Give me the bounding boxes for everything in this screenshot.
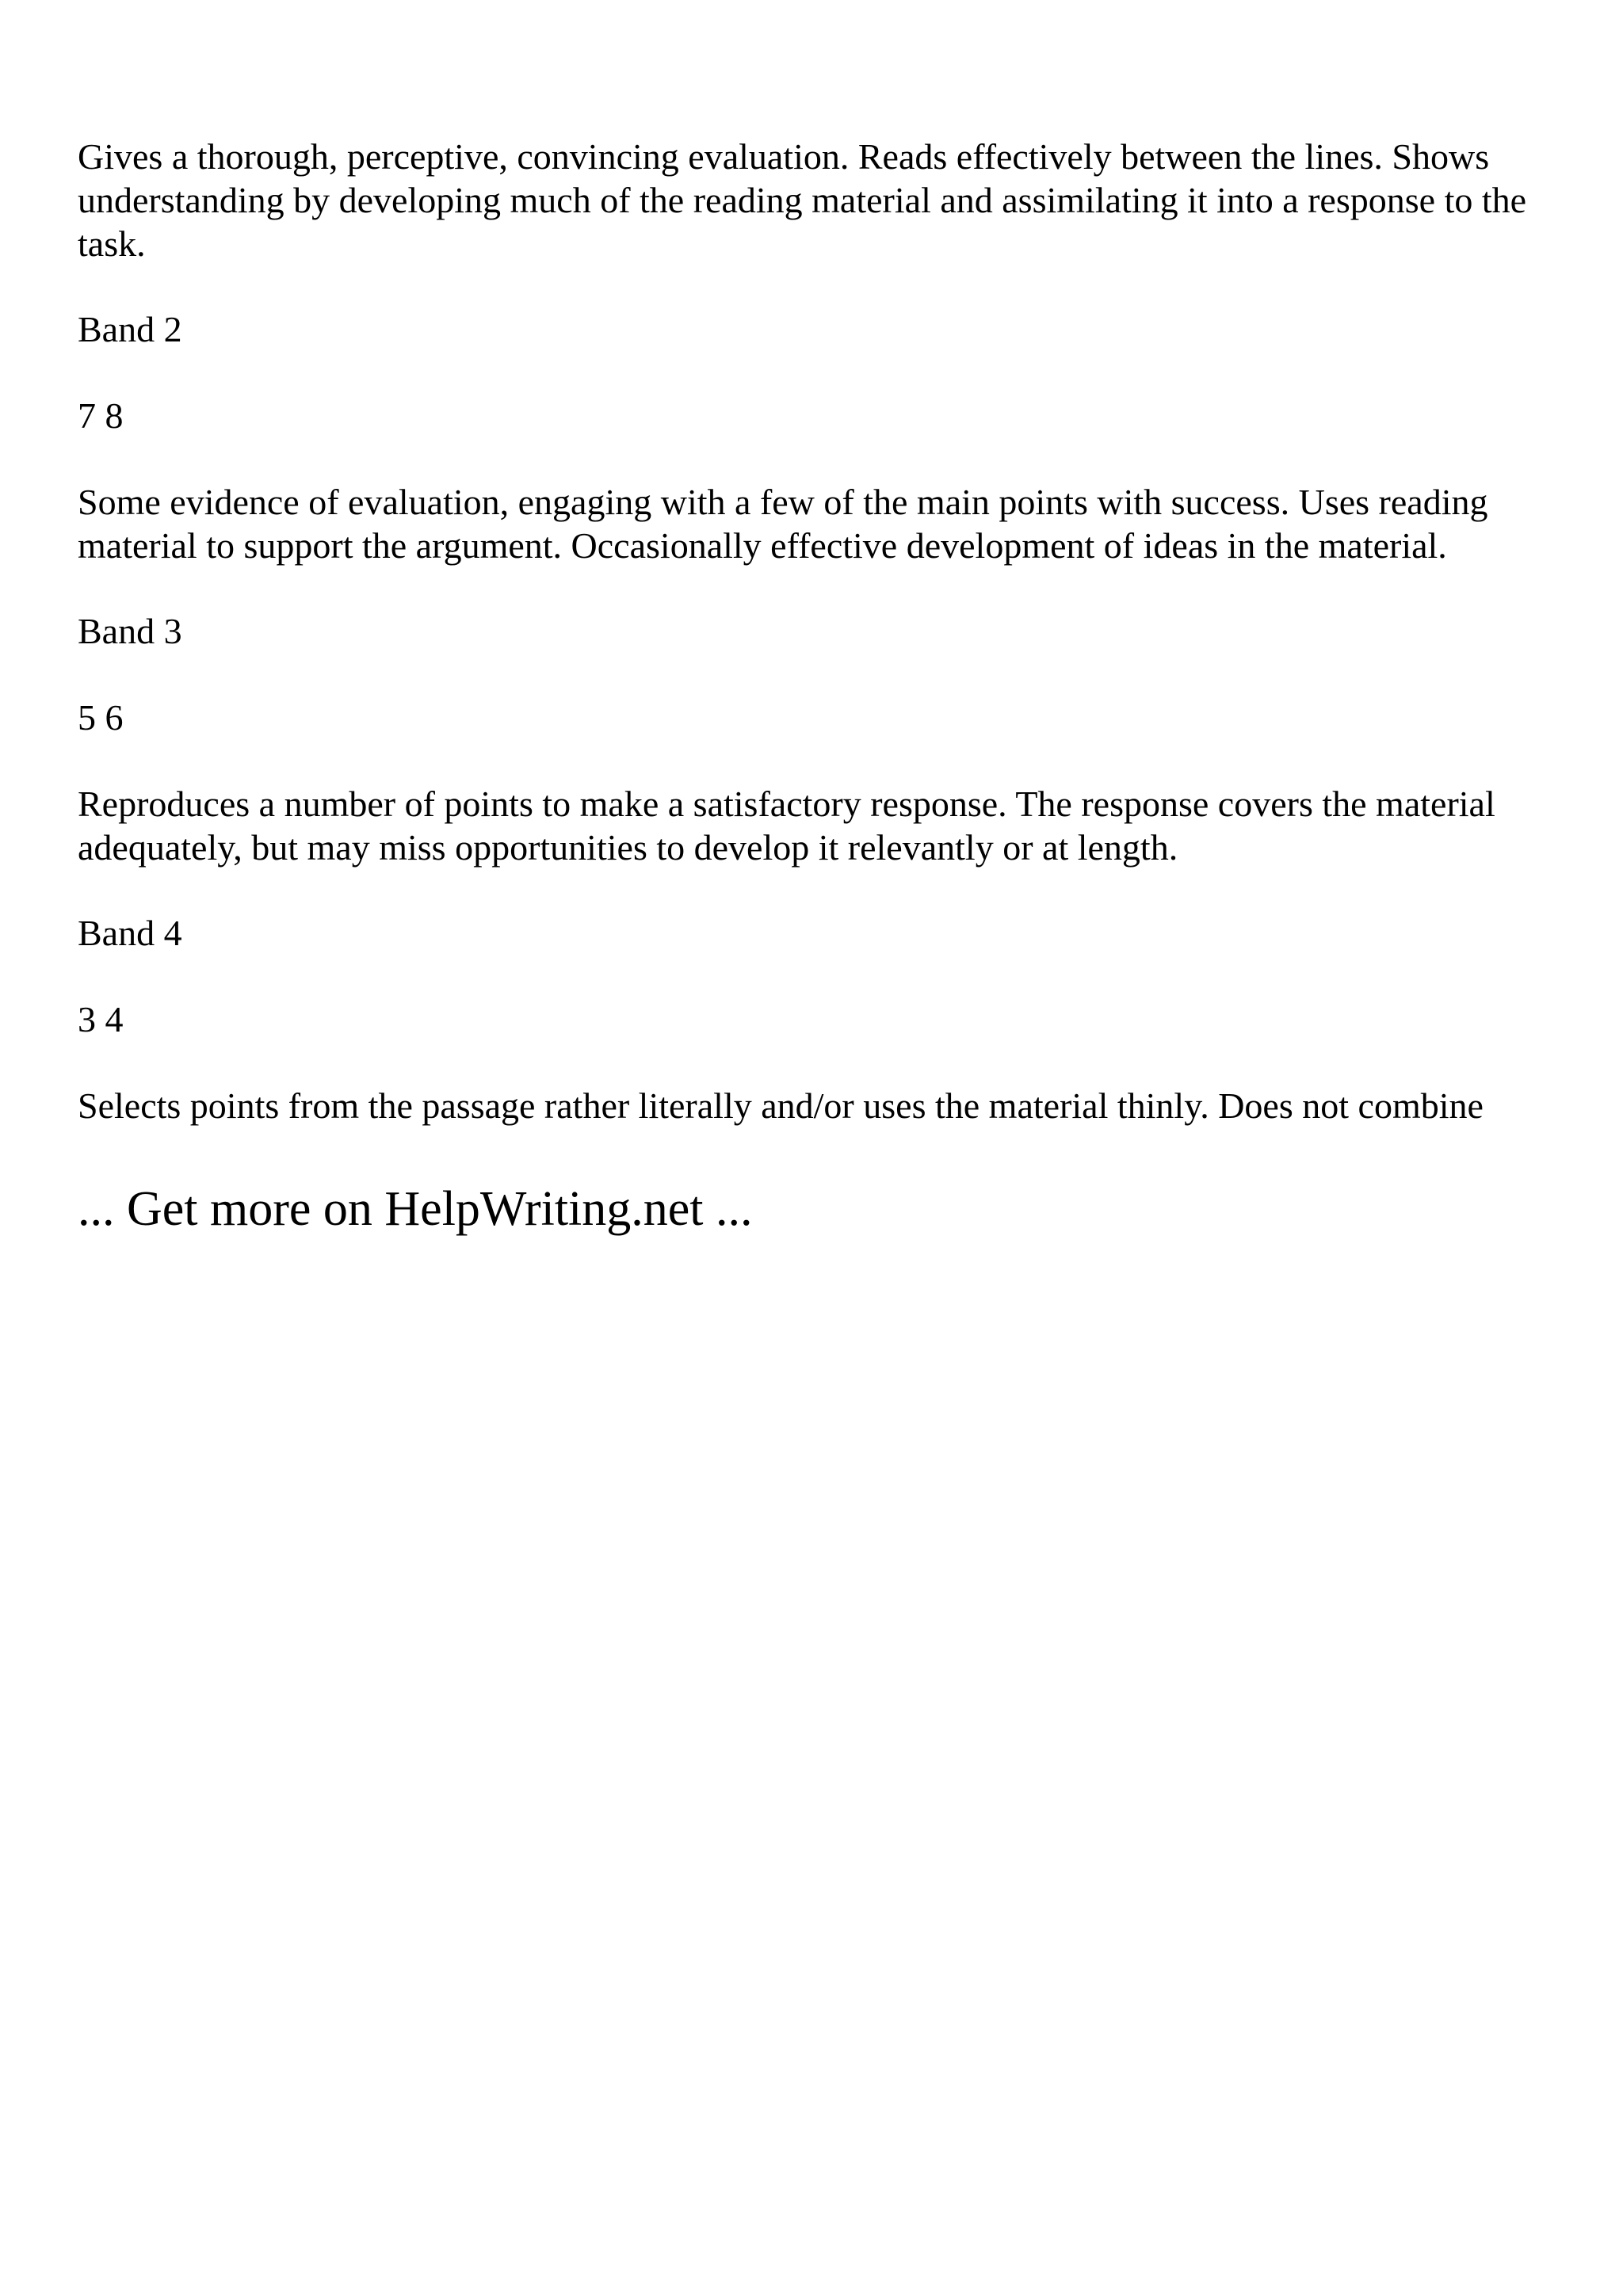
band-3-description: Reproduces a number of points to make a satisfactory response. The response covers the material adequately, but may miss opportunities to develop it relevantly or at length.: [78, 784, 1495, 868]
band-3-marks: 5 6: [78, 697, 124, 738]
band-1-description: Gives a thorough, perceptive, convincing evaluation. Reads effectively between the lines. Shows understanding by developing much of the reading material and assimilating it into a response to the task.: [78, 136, 1527, 264]
band-2-heading: Band 2: [78, 309, 182, 349]
helpwriting-link[interactable]: ... Get more on HelpWriting.net ...: [78, 1182, 753, 1236]
band-2-description: Some evidence of evaluation, engaging with a few of the main points with success. Uses reading material to support the argument. Occasionally effective development of ideas in the material.: [78, 482, 1488, 566]
band-4-heading: Band 4: [78, 913, 182, 953]
band-2-marks: 7 8: [78, 395, 124, 436]
band-4-marks: 3 4: [78, 999, 124, 1039]
band-3-heading: Band 3: [78, 611, 182, 651]
band-4-description: Selects points from the passage rather literally and/or uses the material thinly. Does not combine: [78, 1085, 1484, 1126]
